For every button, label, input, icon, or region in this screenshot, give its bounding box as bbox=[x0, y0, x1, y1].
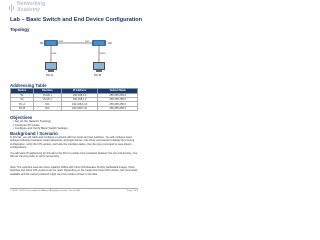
page-footer bbox=[10, 188, 138, 192]
table-cell: S1 bbox=[11, 93, 34, 97]
objective-item: • Set Up the Network Topology bbox=[13, 120, 68, 124]
table-cell: PC-A bbox=[11, 102, 34, 106]
table-cell: S2 bbox=[11, 97, 34, 101]
column-header: Subnet Mask bbox=[98, 89, 138, 94]
column-header: Interface bbox=[33, 89, 61, 94]
objective-item: • Configure PC Hosts bbox=[13, 124, 68, 128]
table-row bbox=[11, 106, 138, 110]
table-cell: PC-B bbox=[11, 106, 34, 110]
link-label-s2: F0/1 bbox=[85, 41, 90, 43]
page-title: Lab – Basic Switch and End Device Configuration bbox=[10, 17, 143, 23]
page-number: Page 1 of 8 bbox=[126, 190, 138, 192]
switch-s1-label: S1 bbox=[40, 41, 44, 45]
table-cell: VLAN 1 bbox=[33, 97, 61, 101]
cisco-bridge-icon bbox=[8, 2, 16, 14]
background-paragraph: You will apply IP addressing for this lab to the PCs to enable communication between the two end devices. You will use the ping utility to verify connectivity. bbox=[10, 152, 138, 159]
table-cell: NIC bbox=[33, 102, 61, 106]
table-cell: 192.168.1.2 bbox=[61, 97, 98, 101]
table-cell: 255.255.255.0 bbox=[98, 93, 138, 97]
networking-academy-logo bbox=[5, 0, 53, 17]
addressing-table bbox=[10, 88, 138, 111]
column-header: IP Address bbox=[61, 89, 98, 94]
topology-diagram bbox=[30, 34, 122, 78]
objective-item: • Configure and Verify Basic Switch Settings bbox=[13, 127, 68, 131]
topology-heading: Topology bbox=[10, 27, 30, 32]
note-paragraph: Note: The switches used are Cisco Catalyst 2960s with Cisco IOS Release 15.2(2) (lanbasek9 image). Other switches and Cisco IOS versions can be used. Depending on the model and Cisco IOS version, the commands available and the output produced might vary from what is shown in the labs. bbox=[10, 166, 138, 176]
switch-s2-icon bbox=[92, 40, 106, 46]
pc-a-label: PC-A bbox=[46, 73, 54, 77]
table-cell: 255.255.255.0 bbox=[98, 102, 138, 106]
background-paragraph: In this lab, you will cable and configure a network with two hosts and two switches. You will configure basic settings including hostname, local passwords, and login banner. Use show commands to display the running configuration, verify the IOS version, and view the interface status. Use the copy command to save device configurations. bbox=[10, 136, 135, 149]
background-heading: Background / Scenario bbox=[10, 131, 58, 136]
switch-s1-icon bbox=[44, 40, 58, 46]
logo-text: Networking Academy bbox=[17, 1, 46, 13]
pc-b-label: PC-B bbox=[94, 73, 102, 77]
table-cell: 192.168.1.1 bbox=[61, 93, 98, 97]
link-label-s1: F0/1 bbox=[59, 41, 64, 43]
copyright-text: © 2013 – 2019 Cisco and/or its affiliates. All rights reserved. Cisco Public bbox=[10, 190, 81, 192]
switch-s2-label: S2 bbox=[108, 41, 112, 45]
link-label-s1-pc: F0/6 bbox=[52, 53, 57, 55]
objectives-heading: Objectives bbox=[10, 115, 33, 120]
link-label-s2-pc: F0/18 bbox=[100, 53, 106, 55]
document-page bbox=[0, 0, 149, 198]
addressing-heading: Addressing Table bbox=[10, 83, 47, 88]
objectives-list bbox=[13, 120, 68, 131]
table-cell: NIC bbox=[33, 106, 61, 110]
column-header: Device bbox=[11, 89, 34, 94]
pc-a-icon bbox=[45, 62, 57, 72]
table-cell: 192.168.1.10 bbox=[61, 102, 98, 106]
table-cell: 255.255.255.0 bbox=[98, 106, 138, 110]
pc-b-icon bbox=[93, 62, 105, 72]
table-cell: 255.255.255.0 bbox=[98, 97, 138, 101]
table-cell: VLAN 1 bbox=[33, 93, 61, 97]
table-cell: 192.168.1.11 bbox=[61, 106, 98, 110]
